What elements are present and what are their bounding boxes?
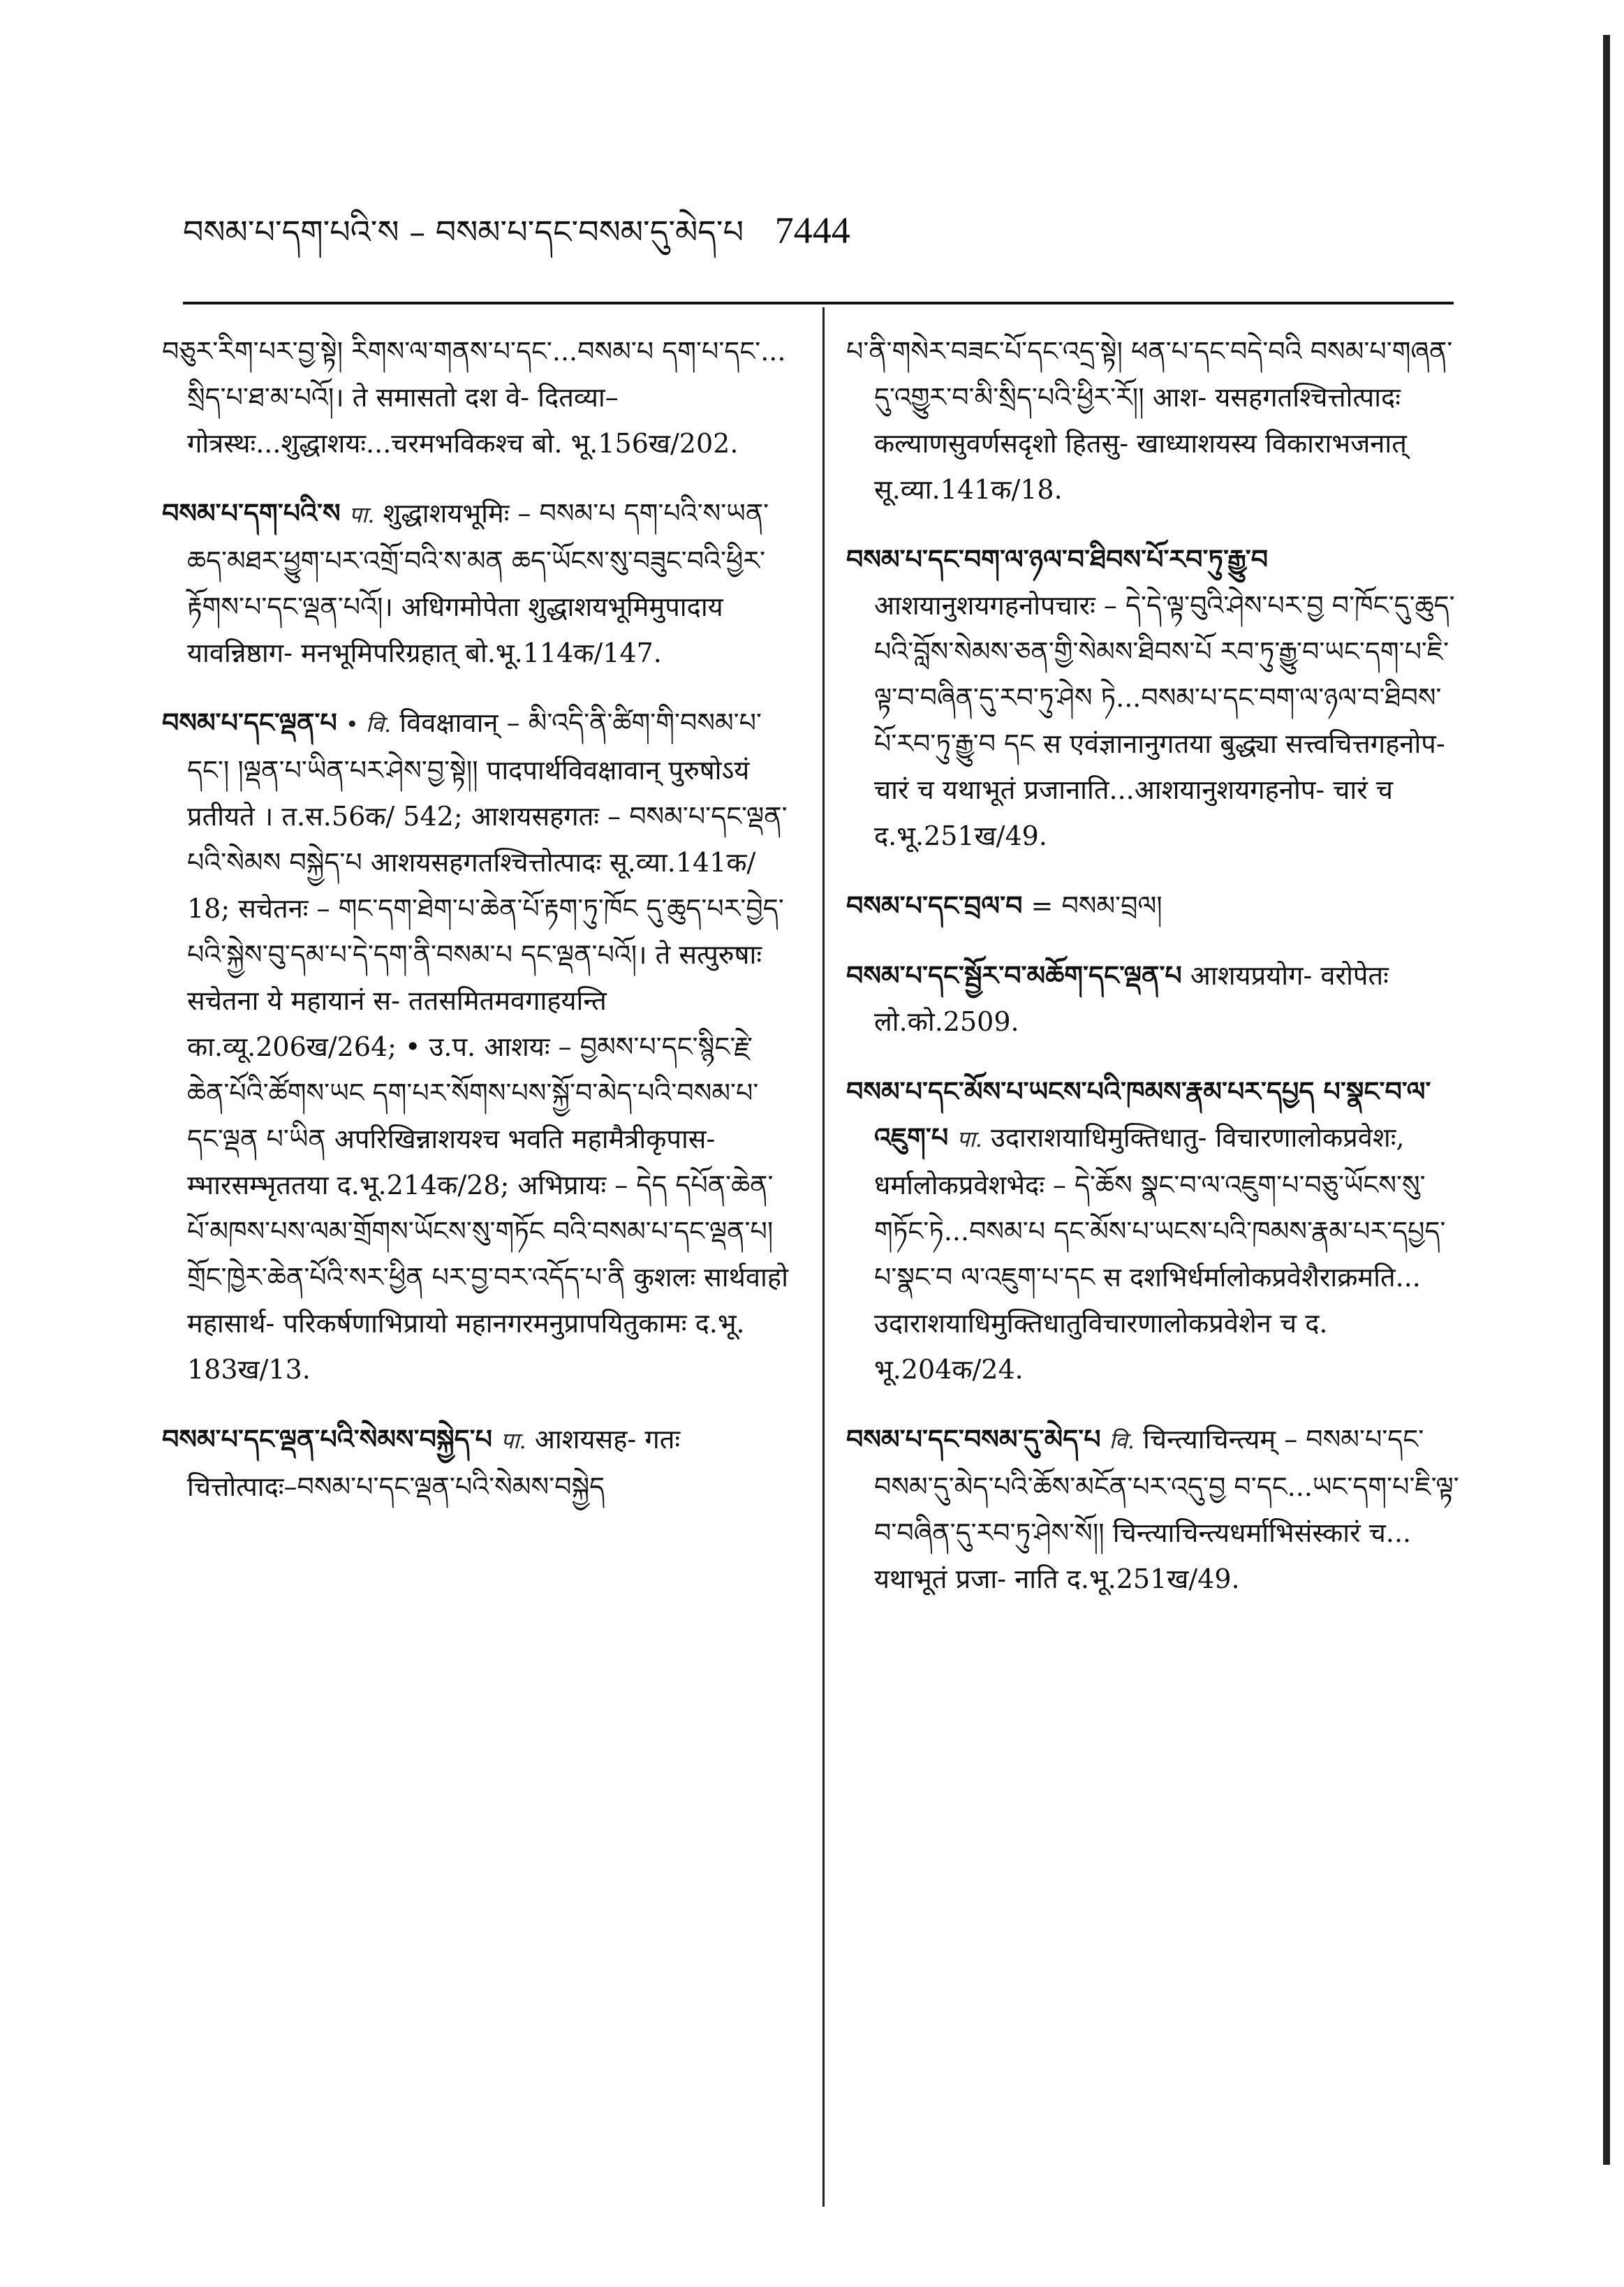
column-divider	[822, 307, 825, 2207]
entry-text: शुद्धाशयभूमिः – བསམ་པ དག་པའི་ས་ཡན་ཆད་མཐར་ཕྱུག་པར་འགྲོ་བའི་ས་མན ཆད་ཡོངས་སུ་བཟུང་བའི་ཕྱིར་རྟོགས་པ་དང་ལྡན་པའོ།। अधिगमोपेता शुद्धाशयभूमिमुपादाय यावन्निष्ठाग- मनभूमिपरिग्रहात् बो.भू.114क/147.	[187, 498, 769, 668]
header-rule	[183, 302, 1454, 304]
dictionary-entry	[162, 490, 790, 676]
entry-headword: བསམ་པ་དང་སྦྱོར་བ་མཆོག་དང་ལྡན་པ	[846, 959, 1182, 991]
entry-headword: བསམ་པ་དག་པའི་ས	[162, 497, 341, 529]
entry-text: आशयसह- गतः चित्तोत्पादः–བསམ་པ་དང་ལྡན་པའི་སེམས་བསྐྱེད	[187, 1424, 681, 1502]
entry-abbreviation: पा.	[348, 501, 375, 528]
page-number: 7444	[774, 209, 850, 251]
entry-text: चिन्त्याचिन्त्यम् – བསམ་པ་དང་བསམ་དུ་མེད་པའི་ཆོས་མངོན་པར་འདུ་བྱ བ་དང...ཡང་དག་པ་ཇི་ལྟ་བ་བཞིན་དུ་རབ་ཏུ་ཤེས་སོ།། चिन्त्याचिन्त्यधर्माभिसंस्कारं च... यथाभूतं प्रजा- नाति द.भू.251ख/49.	[874, 1424, 1459, 1594]
entry-text: བཅུར་རིག་པར་བྱ་སྟེ། རིགས་ལ་གནས་པ་དང་...བསམ་པ དག་པ་དང་... སྲིད་པ་ཐ་མ་པའོ།। ते समासतो दश वे- दितव्या–गोत्रस्थः...शुद्धाशयः...चरमभविकश्च बो. भू.156ख/202.	[162, 336, 786, 459]
dictionary-entry	[162, 700, 790, 1392]
entry-text: आशयानुशयगहनोपचारः – དེ་དེ་ལྟ་བུའི་ཤེས་པར་བྱ བ་ཁོང་དུ་ཆུད་པའི་བློས་སེམས་ཅན་གྱི་སེམས་ཐིབས་པོ རབ་ཏུ་རྒྱུ་བ་ཡང་དག་པ་ཇི་ལྟ་བ་བཞིན་དུ་རབ་ཏུ་ཤེས ཏེ...བསམ་པ་དང་བག་ལ་ཉལ་བ་ཐིབས་པོ་རབ་ཏུ་རྒྱུ་བ དང स एवंज्ञानानुगतया बुद्ध्या सत्त्वचित्तगहनोप- चारं च यथाभूतं प्रजानाति...आशयानुशयगहनोप- चारं च द.भू.251ख/49.	[874, 590, 1455, 851]
entry-text: विवक्षावान् – མི་འདི་ནི་ཚིག་གི་བསམ་པ་དང་། །ལྡན་པ་ཡིན་པར་ཤེས་བྱ་སྟེ།། पादपार्थविवक्षावान् पुरुषोऽयं प्रतीयते । त.स.56क/ 542; आशयसहगतः – བསམ་པ་དང་ལྡན་པའི་སེམས བསྐྱེད་པ आशयसहगतश्चित्तोत्पादः सू.व्या.141क/ 18; सचेतनः – གང་དག་ཐེག་པ་ཆེན་པོ་རྟག་ཏུ་ཁོང དུ་ཆུད་པར་བྱེད་པའི་སྐྱེས་བུ་དམ་པ་དེ་དག་ནི་བསམ་པ དང་ལྡན་པའོ།। ते सत्पुरुषाः सचेतना ये महायानं स- ततसमितमवगाहयन्ति का.व्यू.206ख/264; • उ.प. आशयः – བྱམས་པ་དང་སྙིང་རྗེ་ཆེན་པོའི་ཚོགས་ཡང དག་པར་སོགས་པས་སྐྱོ་བ་མེད་པའི་བསམ་པ་དང་ལྡན པ་ཡིན अपरिखिन्नाशयश्च भवति महामैत्रीकृपास- म्भारसम्भृततया द.भू.214क/28; अभिप्रायः – དེད དཔོན་ཆེན་པོ་མཁས་པས་ལམ་གྲོགས་ཡོངས་སུ་གཏོང བའི་བསམ་པ་དང་ལྡན་པ། གྲོང་ཁྱེར་ཆེན་པོའི་སར་ཕྱིན པར་བྱ་བར་འདོད་པ་ནི कुशलः सार्थवाहो महासार्थ- परिकर्षणाभिप्रायो महानगरमनुप्रापयितुकामः द.भू. 183ख/13.	[187, 707, 788, 1385]
entry-continuation	[846, 328, 1461, 513]
entry-headword: བསམ་པ་དང་བསམ་དུ་མེད་པ	[846, 1423, 1101, 1455]
entry-headword: བསམ་པ་དང་བག་ལ་ཉལ་བ་ཐིབས་པོ་རབ་ཏུ་རྒྱུ་བ	[846, 543, 1269, 575]
dictionary-entry	[846, 536, 1461, 859]
entry-headword: བསམ་པ་དང་བྲལ་བ	[846, 890, 1023, 921]
entry-text: उदाराशयाधिमुक्तिधातु- विचारणालोकप्रवेशः, धर्मालोकप्रवेशभेदः – དེ་ཆོས སྣང་བ་ལ་འཇུག་པ་བཅུ་ཡོངས་སུ་གཏོང་ཏེ...བསམ་པ དང་མོས་པ་ཡངས་པའི་ཁམས་རྣམ་པར་དཔྱད་པ་སྣང་བ ལ་འཇུག་པ་དང स दशभिर्धर्मालोकप्रवेशैराक्रमति... उदाराशयाधिमुक्तिधातुविचारणालोकप्रवेशेन च द. भू.204क/24.	[874, 1122, 1446, 1385]
entry-abbreviation: • वि.	[345, 711, 392, 737]
dictionary-entry	[846, 1068, 1461, 1392]
entry-text: པ་ནི་གསེར་བཟང་པོ་དང་འདྲ་སྟེ། ཕན་པ་དང་བདེ་བའི བསམ་པ་གཞན་དུ་འགྱུར་བ་མི་སྲིད་པའི་ཕྱིར་རོ།། आश- यसहगतश्चित्तोत्पादः कल्याणसुवर्णसदृशो हितसु- खाध्याशयस्य विकाराभजनात् सू.व्या.141क/18.	[846, 336, 1453, 505]
dictionary-entry	[846, 883, 1461, 929]
entry-text: आशयप्रयोग- वरोपेतः लो.को.2509.	[874, 960, 1389, 1037]
dictionary-entry	[846, 1416, 1461, 1602]
entry-headword: བསམ་པ་དང་མོས་པ་ཡངས་པའི་ཁམས་རྣམ་པར་དཔྱད པ་སྣང་བ་ལ་འཇུག་པ	[846, 1075, 1431, 1153]
entry-headword: བསམ་པ་དང་ལྡན་པའི་སེམས་བསྐྱེད་པ	[162, 1423, 492, 1455]
entry-text: = བསམ་བྲལ།	[1031, 890, 1162, 921]
entry-abbreviation: पा.	[957, 1126, 982, 1152]
entry-abbreviation: पा.	[501, 1427, 526, 1454]
scan-edge-line	[1603, 35, 1610, 2165]
header-title: བསམ་པ་དག་པའི་ས – བསམ་པ་དང་བསམ་དུ་མེད་པ	[183, 213, 744, 251]
left-column	[162, 328, 790, 1534]
dictionary-entry	[162, 1416, 790, 1510]
dictionary-entry	[846, 953, 1461, 1045]
right-column	[846, 328, 1461, 1626]
entry-headword: བསམ་པ་དང་ལྡན་པ	[162, 707, 337, 738]
entry-abbreviation: वि.	[1109, 1427, 1135, 1454]
entry-continuation	[162, 328, 790, 466]
running-header	[183, 197, 1440, 260]
